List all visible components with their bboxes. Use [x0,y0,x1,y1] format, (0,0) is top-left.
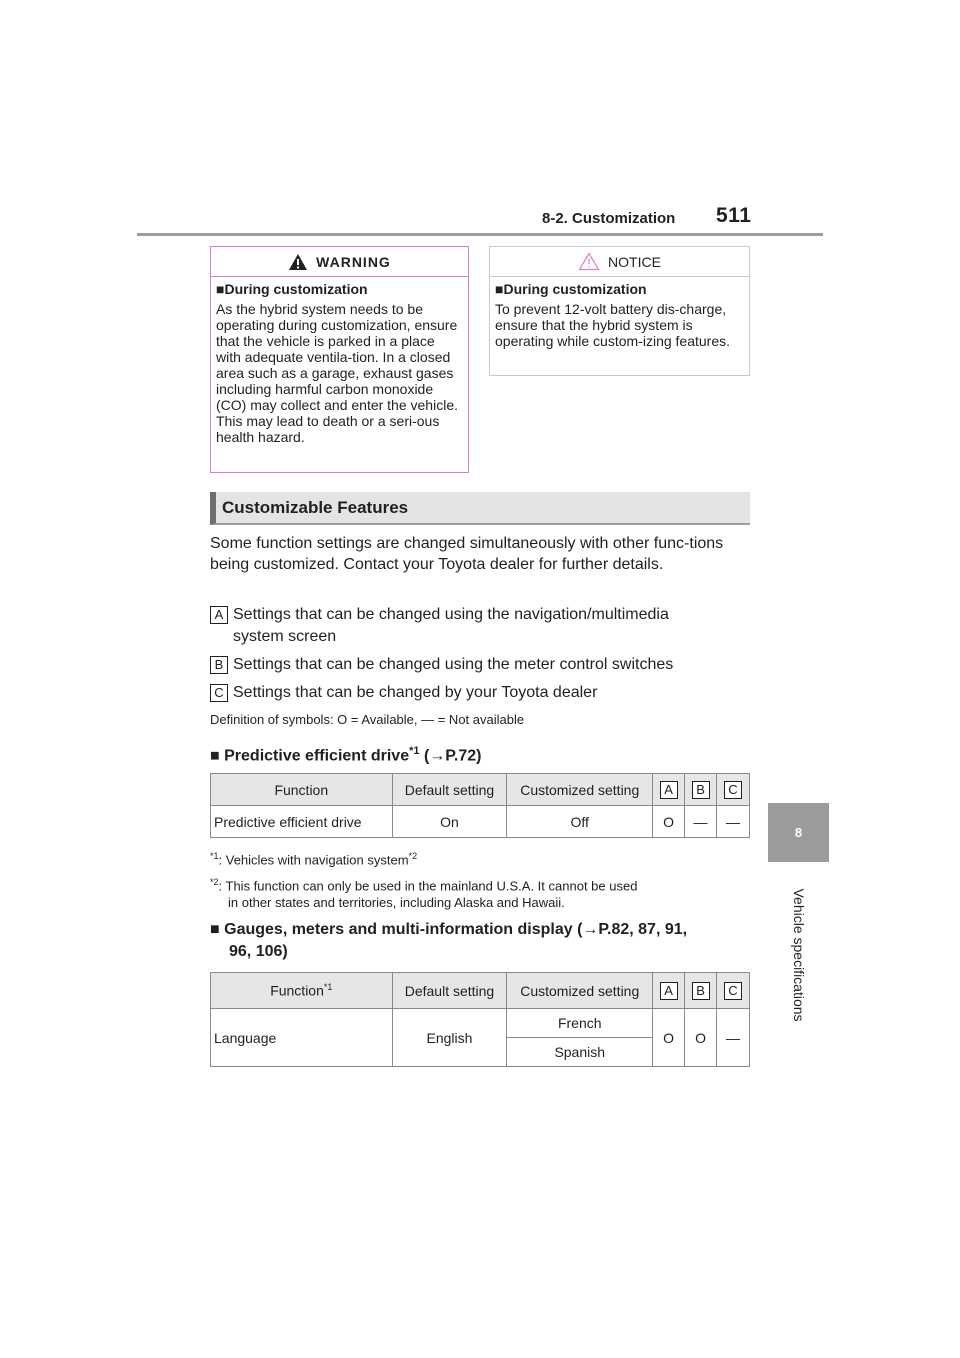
symbol-c: C [210,684,228,702]
warning-triangle-icon [288,253,308,271]
cell-custom-2: Spanish [507,1038,653,1067]
col-function [211,973,393,1009]
symbol-b: B [692,982,710,1000]
chapter-number: 8 [794,825,803,840]
col-custom: Customized setting [507,973,653,1009]
subheading-gauges-title: Gauges, meters and multi-information display (→P.82, 87, 91, [224,921,688,938]
footnote-text-cont: in other states and territories, including Alaska and Hawaii. [228,895,565,911]
section-title: 8-2. Customization [542,210,676,227]
symbol-c: C [724,781,742,799]
cell-custom: Off [507,806,653,838]
warning-header [211,247,468,277]
legend-c [210,682,760,704]
cell-function: Language [211,1009,393,1067]
bullet: ■ [210,921,220,938]
notice-title: NOTICE [608,253,661,270]
cell-a: O [653,1009,685,1067]
table-row [211,806,750,838]
page-number: 511 [716,204,752,227]
col-function: Function [211,774,393,806]
table-header-row [211,774,750,806]
section-heading [210,492,750,525]
footnote-ref: *1 [409,745,420,757]
table-row [211,1009,750,1038]
cell-default: English [392,1009,507,1067]
legend-a-text [233,604,669,648]
col-default: Default setting [392,973,507,1009]
legend-b-text: Settings that can be changed using the meter control switches [233,656,674,673]
notice-triangle-icon [578,252,600,271]
predictive-table [210,773,750,838]
symbol-a: A [660,982,678,1000]
bullet: ■ [210,747,220,765]
intro-paragraph: Some function settings are changed simultaneously with other func-tions being customized. Contact your Toyota dealer for further details. [210,535,724,573]
legend-a-line1: Settings that can be changed using the navigation/multimedia [233,606,669,623]
symbol-a: A [210,606,228,624]
warning-heading-text: During customization [224,281,368,297]
legend-b [210,654,760,676]
footnote-2 [210,874,755,911]
gauges-table [210,972,750,1067]
cell-c: — [717,806,750,838]
col-b [685,774,717,806]
notice-box [489,246,750,376]
bullet: ■ [216,281,225,297]
col-c [717,973,750,1009]
warning-heading [216,281,468,297]
cell-function: Predictive efficient drive [211,806,393,838]
symbol-a: A [660,781,678,799]
col-a [653,774,685,806]
header-rule [137,233,823,236]
subheading-predictive [210,740,481,767]
col-default: Default setting [392,774,507,806]
col-custom: Customized setting [507,774,653,806]
definition-line: Definition of symbols: O = Available, — = Not available [210,712,525,727]
footnote-text: : Vehicles with navigation system [218,852,409,868]
cell-a: O [653,806,685,838]
footnote-mark: *2 [210,877,219,887]
legend-c-text: Settings that can be changed by your Toyota dealer [233,684,598,701]
symbol-b: B [692,781,710,799]
footnote-ref: *2 [408,851,418,861]
cell-c: — [717,1009,750,1067]
col-c [717,774,750,806]
notice-header [490,247,749,277]
legend-a-line2: system screen [233,628,337,645]
col-b [685,973,717,1009]
legend-a [210,604,760,648]
page-ref: (→P.72) [423,747,482,765]
col-a [653,973,685,1009]
cell-b: — [685,806,717,838]
cell-default: On [392,806,507,838]
chapter-label: Vehicle specifications [791,887,807,1022]
cell-custom-1: French [507,1009,653,1038]
notice-body: To prevent 12-volt battery dis-charge, ensure that the hybrid system is operating while custom-izing features. [495,301,731,349]
notice-heading [495,281,749,297]
symbol-c: C [724,982,742,1000]
subheading-predictive-title: Predictive efficient drive [224,747,410,765]
notice-heading-text: During customization [503,281,647,297]
footnote-text: : This function can only be used in the mainland U.S.A. It cannot be used [218,878,638,894]
warning-title: WARNING [316,253,391,270]
warning-box [210,246,469,473]
cell-b: O [685,1009,717,1067]
col-function-label: Function [270,982,324,999]
symbol-b: B [210,656,228,674]
subheading-gauges [210,919,687,963]
section-heading-text: Customizable Features [222,498,409,517]
bullet: ■ [495,281,504,297]
warning-body: As the hybrid system needs to be operating during customization, ensure that the vehicle is parked in a place with adequate ventila-tion. In a closed area such as a garage, exhaust gases including harmful carbon monoxide (CO) may collect and enter the vehicle. This may lead to death or a seri-ous health hazard. [216,301,458,445]
footnote-ref: *1 [323,982,333,993]
chapter-tab [768,803,829,862]
subheading-gauges-title-cont: 96, 106) [229,943,288,960]
footnote-1 [210,848,417,868]
chapter-label-container [784,872,814,1037]
table-header-row [211,973,750,1009]
footnote-mark: *1 [210,851,219,861]
